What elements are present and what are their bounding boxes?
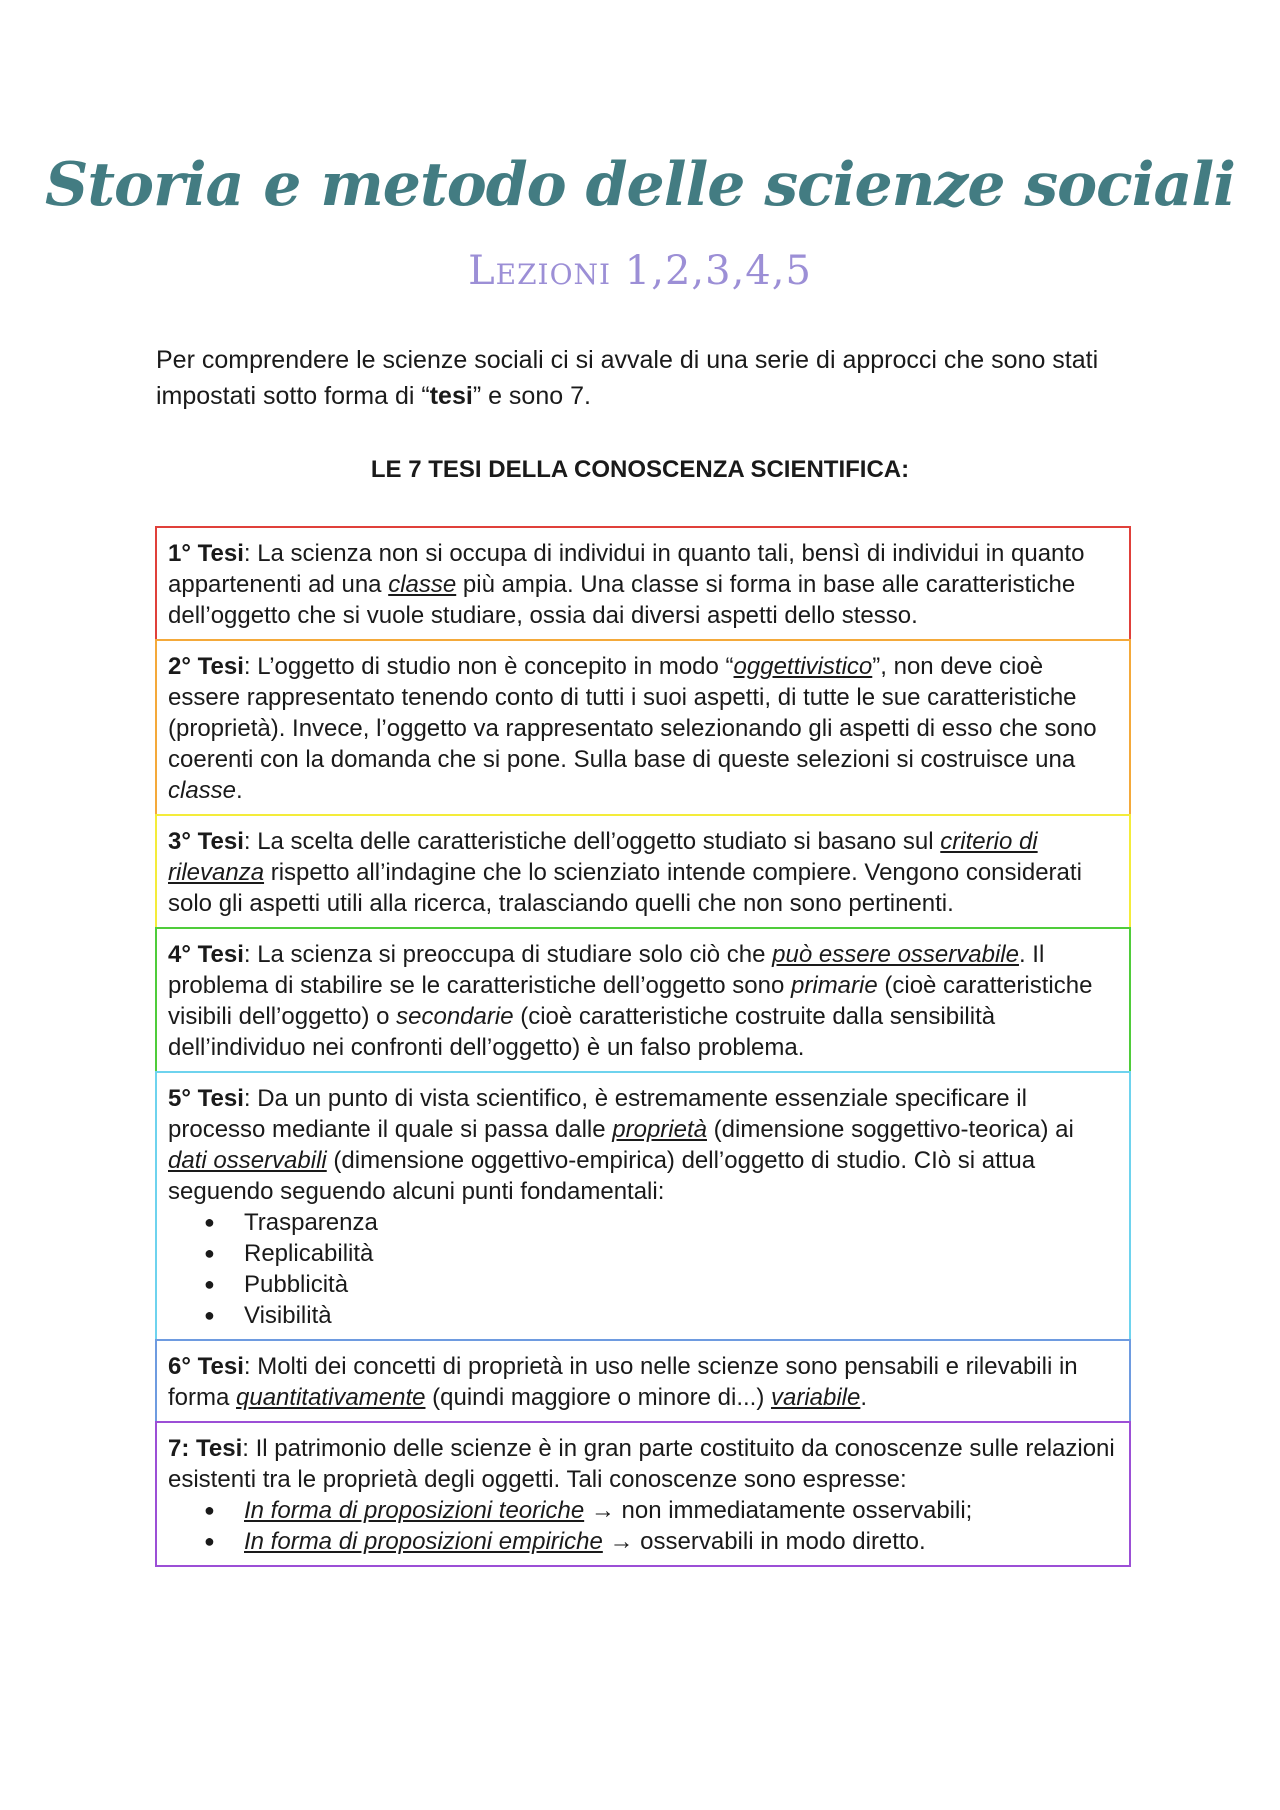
list-item: ● Visibilità [204, 1300, 1117, 1331]
thesis-7 [155, 1421, 1131, 1567]
thesis-text: (cioè caratteristiche costruite dalla sensibilità dell’individuo nei confronti dell’oggetto) è un falso problema. [168, 1003, 996, 1061]
thesis-text: più ampia. Una classe si forma in base alle caratteristiche dell’oggetto che si vuole studiare, ossia dai diversi aspetti dello stesso. [168, 571, 1076, 629]
intro-paragraph [156, 342, 1116, 414]
thesis-text: ”, non deve cioè essere rappresentato tenendo conto di tutti i suoi aspetti, di tutte le sue caratteristiche (proprietà). Invece, l’oggetto va rappresentato selezionando gli aspetti di esso che sono coerenti con la domanda che si pone. Sulla base di queste selezioni si costruisce una [168, 653, 1097, 773]
thesis-label: 4° Tesi [168, 941, 244, 968]
thesis-text: (dimensione soggettivo-teorica) ai [707, 1116, 1074, 1143]
list-item-text: → osservabili in modo diretto. [602, 1528, 926, 1555]
thesis-text: rispetto all’indagine che lo scienziato intende compiere. Vengono considerati solo gli aspetti utili alla ricerca, tralasciando quelli che non sono pertinenti. [168, 859, 1082, 917]
intro-bold-word: tesi [429, 382, 473, 410]
thesis-text: : Molti dei concetti di proprietà in uso nelle scienze sono pensabili e rilevabili in forma [168, 1353, 1078, 1411]
thesis-text: . [236, 777, 243, 804]
thesis-term: proprietà [612, 1116, 707, 1143]
thesis-label: 1° Tesi [168, 540, 244, 567]
thesis-text: : La scienza si preoccupa di studiare solo ciò che [243, 941, 773, 968]
thesis-text: . [860, 1384, 868, 1411]
list-item [204, 1495, 1117, 1526]
thesis-text: : Il patrimonio delle scienze è in gran parte costituito da conoscenze sulle relazioni esistenti tra le proprietà degli oggetti. Tali conoscenze sono espresse: [168, 1435, 1115, 1493]
document-subtitle: Lezioni 1,2,3,4,5 [468, 248, 812, 294]
thesis-label: 5° Tesi [168, 1085, 244, 1112]
list-item: ● Pubblicità [204, 1269, 1117, 1300]
list-item-term: In forma di proposizioni empiriche [244, 1528, 603, 1555]
bullet-list [168, 1207, 1117, 1331]
section-heading: LE 7 TESI DELLA CONOSCENZA SCIENTIFICA: [370, 456, 910, 483]
list-item-text: → non immediatamente osservabili; [584, 1497, 973, 1524]
thesis-term: criterio di rilevanza [168, 828, 1038, 886]
thesis-term: può essere osservabile [772, 941, 1019, 968]
thesis-4 [155, 927, 1131, 1073]
thesis-text: : Da un punto di vista scientifico, è estremamente essenziale specificare il processo mediante il quale si passa dalle [168, 1085, 1027, 1143]
list-item: ● Trasparenza [204, 1207, 1117, 1238]
thesis-label: 7: Tesi [168, 1435, 243, 1462]
thesis-term: dati osservabili [168, 1147, 327, 1174]
bullet-list [168, 1495, 1117, 1557]
thesis-2 [155, 639, 1131, 816]
thesis-italic: classe [168, 777, 237, 804]
intro-text-end: ” e sono 7. [472, 382, 591, 410]
thesis-text: . Il problema di stabilire se le caratteristiche dell’oggetto sono [168, 941, 1045, 999]
thesis-table [155, 526, 1131, 1567]
thesis-term: oggettivistico [733, 653, 873, 680]
thesis-3 [155, 814, 1131, 929]
thesis-5 [155, 1071, 1131, 1341]
intro-text-start: Per comprendere le scienze sociali ci si avvale di una serie di approcci che sono stati impostati sotto forma di “ [156, 346, 1099, 410]
thesis-text: : L’oggetto di studio non è concepito in modo “ [243, 653, 734, 680]
thesis-term: variabile [770, 1384, 861, 1411]
thesis-label: 3° Tesi [168, 828, 244, 855]
thesis-text: (dimensione oggettivo-empirica) dell’oggetto di studio. CIò si attua seguendo seguendo alcuni punti fondamentali: [168, 1147, 1036, 1205]
thesis-label: 6° Tesi [168, 1353, 244, 1380]
thesis-6 [155, 1339, 1131, 1423]
thesis-text: (quindi maggiore o minore di...) [425, 1384, 771, 1411]
thesis-1 [155, 526, 1131, 641]
thesis-italic: primarie [791, 972, 878, 999]
thesis-term: quantitativamente [236, 1384, 426, 1411]
list-item-term: In forma di proposizioni teoriche [244, 1497, 585, 1524]
list-item: ● Replicabilità [204, 1238, 1117, 1269]
document-title: Storia e metodo delle scienze sociali [45, 150, 1235, 220]
thesis-text: (cioè caratteristiche visibili dell’oggetto) o [168, 972, 1093, 1030]
thesis-text: : La scelta delle caratteristiche dell’oggetto studiato si basano sul [243, 828, 941, 855]
thesis-text: : La scienza non si occupa di individui in quanto tali, bensì di individui in quanto appartenenti ad una [168, 540, 1085, 598]
thesis-label: 2° Tesi [168, 653, 244, 680]
thesis-term: classe [388, 571, 457, 598]
list-item [204, 1526, 1117, 1557]
thesis-italic: secondarie [396, 1003, 514, 1030]
